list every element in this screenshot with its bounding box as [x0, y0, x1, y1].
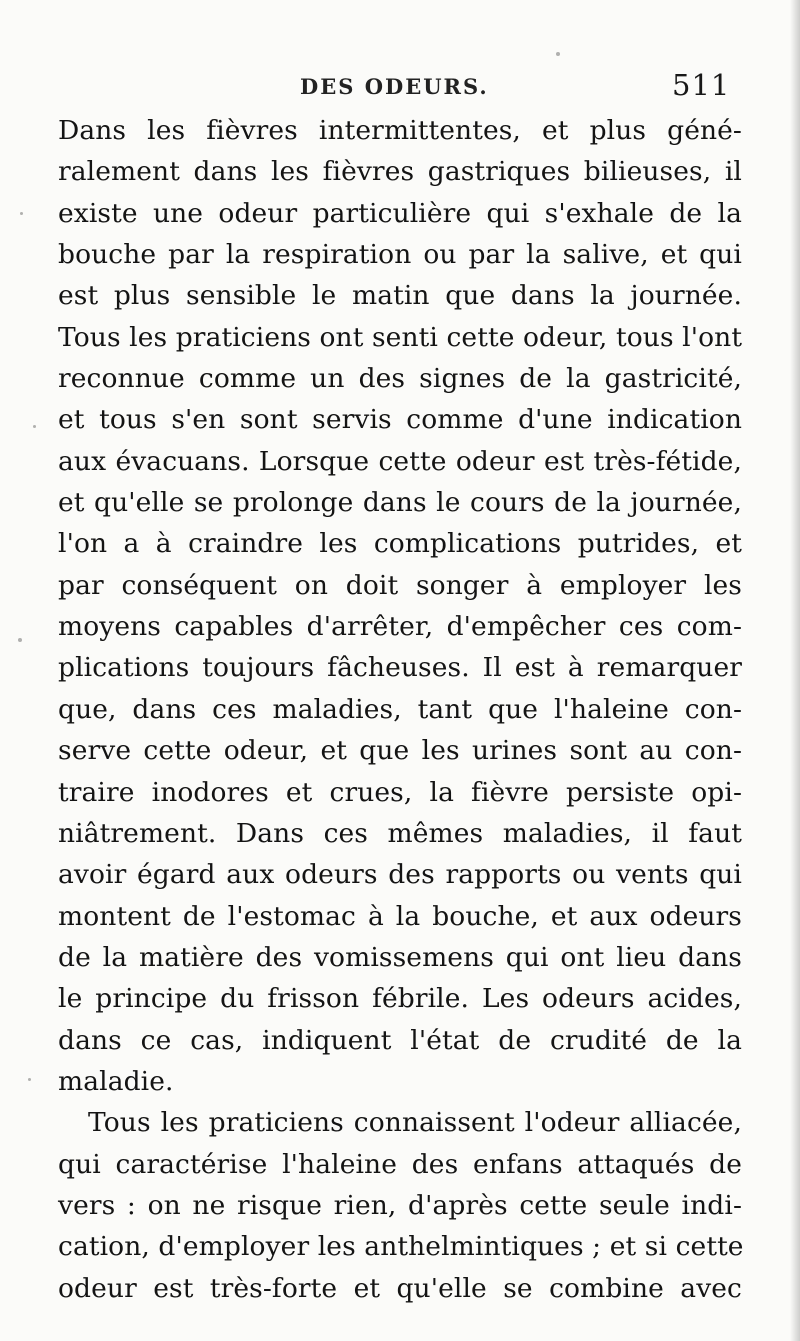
text-line: avoir égard aux odeurs des rapports ou vents qui — [58, 859, 742, 891]
text-line: l'on a à craindre les complications putrides, et — [58, 528, 742, 560]
text-line: vers : on ne risque rien, d'après cette seule indi- — [58, 1189, 742, 1221]
text-line: de la matière des vomissemens qui ont lieu dans — [58, 941, 742, 973]
text-line: bouche par la respiration ou par la salive, et qui — [58, 239, 742, 271]
text-line: cation, d'employer les anthelmintiques ; et si cette — [58, 1231, 744, 1263]
text-line: reconnue comme un des signes de la gastricité, — [58, 363, 742, 395]
running-head — [0, 68, 800, 104]
text-line: montent de l'estomac à la bouche, et aux odeurs — [58, 900, 742, 932]
paper-speck — [28, 1078, 31, 1081]
text-line: dans ce cas, indiquent l'état de crudité de la — [58, 1024, 742, 1056]
text-line: est plus sensible le matin que dans la journée. — [58, 280, 742, 312]
text-line: Tous les praticiens connaissent l'odeur alliacée, — [88, 1107, 742, 1139]
text-line: par conséquent on doit songer à employer les — [58, 569, 742, 601]
text-line: Dans les fièvres intermittentes, et plus géné- — [58, 115, 742, 146]
running-head-title: DES ODEURS. — [300, 74, 489, 99]
text-line: que, dans ces maladies, tant que l'haleine con- — [58, 693, 742, 725]
text-line: odeur est très-forte et qu'elle se combine avec — [58, 1272, 742, 1304]
page-number: 511 — [672, 68, 731, 102]
text-line: Tous les praticiens ont senti cette odeur, tous l'ont — [58, 321, 743, 353]
text-line: le principe du frisson fébrile. Les odeurs acides, — [58, 983, 742, 1015]
page-edge-shadow — [790, 0, 800, 1341]
text-line: et tous s'en sont servis comme d'une indication — [58, 404, 742, 436]
text-line: moyens capables d'arrêter, d'empêcher ces com- — [58, 611, 742, 643]
paper-speck — [20, 212, 23, 215]
text-line: ralement dans les fièvres gastriques bilieuses, il — [58, 156, 742, 188]
text-line: existe une odeur particulière qui s'exhale de la — [58, 197, 742, 229]
paragraph-1 — [58, 110, 742, 1102]
body-text — [58, 110, 742, 1309]
text-line: maladie. — [58, 1065, 174, 1097]
text-line: niâtrement. Dans ces mêmes maladies, il faut — [58, 817, 742, 849]
text-line: traire inodores et crues, la fièvre persiste opi- — [58, 776, 742, 808]
text-line: aux évacuans. Lorsque cette odeur est très-fétide, — [58, 445, 742, 477]
text-line: qui caractérise l'haleine des enfans attaqués de — [58, 1148, 742, 1180]
text-line: plications toujours fâcheuses. Il est à remarquer — [58, 652, 742, 684]
text-line: et qu'elle se prolonge dans le cours de la journée, — [58, 487, 742, 519]
paper-speck — [33, 425, 36, 428]
paper-speck — [18, 638, 22, 642]
text-line: serve cette odeur, et que les urines sont au con- — [58, 735, 742, 767]
paragraph-2 — [58, 1102, 742, 1309]
paper-speck — [556, 52, 560, 56]
